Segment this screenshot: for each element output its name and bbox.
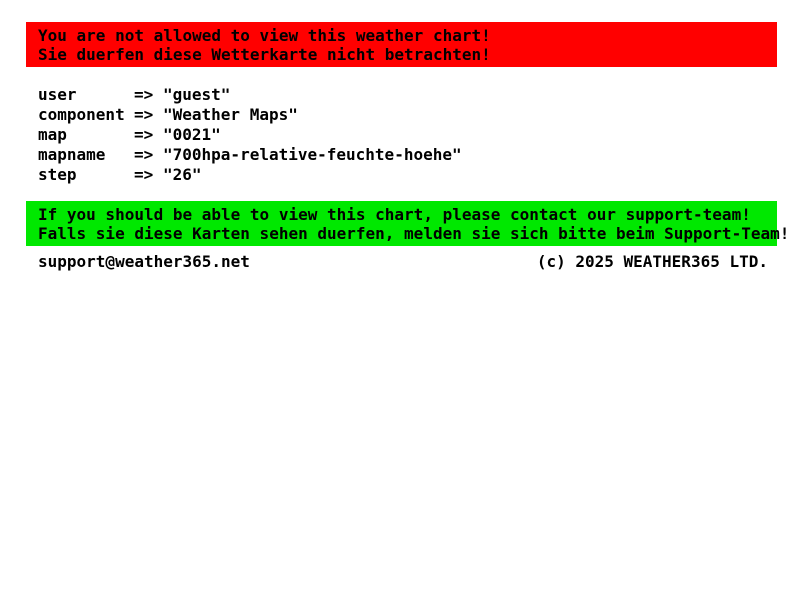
param-key: user xyxy=(38,85,77,104)
footer xyxy=(26,252,777,271)
request-params-block xyxy=(38,85,777,185)
param-row-component xyxy=(38,105,777,125)
param-value: "0021" xyxy=(163,125,221,144)
param-arrow: => xyxy=(134,125,154,144)
info-banner xyxy=(26,201,790,246)
param-row-step xyxy=(38,165,777,185)
param-value: "700hpa-relative-feuchte-hoehe" xyxy=(163,145,462,164)
support-email: support@weather365.net xyxy=(38,252,250,271)
param-row-user xyxy=(38,85,777,105)
error-message-en: You are not allowed to view this weather chart! xyxy=(38,26,491,45)
error-message-de: Sie duerfen diese Wetterkarte nicht betrachten! xyxy=(38,45,491,64)
param-value: "26" xyxy=(163,165,202,184)
param-key: component xyxy=(38,105,125,124)
access-denied-page xyxy=(26,22,790,271)
param-key: map xyxy=(38,125,67,144)
param-value: "guest" xyxy=(163,85,231,104)
param-arrow: => xyxy=(134,105,154,124)
error-banner xyxy=(26,22,777,67)
info-message-en: If you should be able to view this chart, please contact our support-team! xyxy=(38,205,751,224)
param-arrow: => xyxy=(134,145,154,164)
param-key: step xyxy=(38,165,77,184)
param-arrow: => xyxy=(134,165,154,184)
param-row-mapname xyxy=(38,145,777,165)
param-arrow: => xyxy=(134,85,154,104)
param-key: mapname xyxy=(38,145,106,164)
param-row-map xyxy=(38,125,777,145)
copyright-notice: (c) 2025 WEATHER365 LTD. xyxy=(536,252,768,271)
param-value: "Weather Maps" xyxy=(163,105,298,124)
info-message-de: Falls sie diese Karten sehen duerfen, melden sie sich bitte beim Support-Team! xyxy=(38,224,790,243)
